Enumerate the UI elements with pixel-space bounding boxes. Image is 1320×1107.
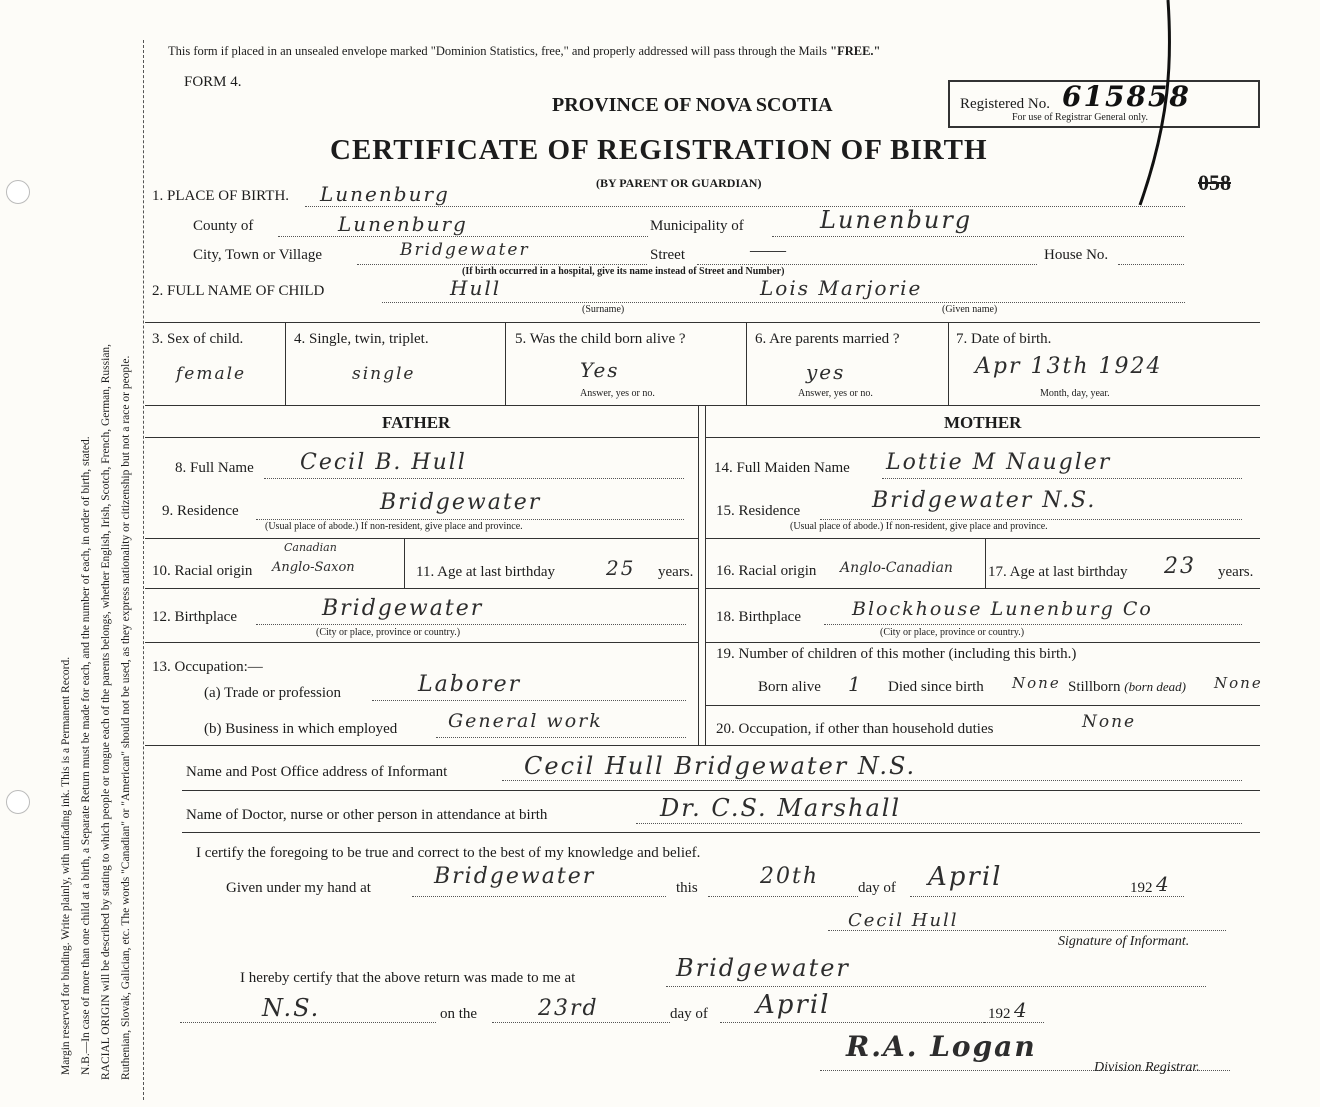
date-of-birth-value: Apr 13th 1924	[975, 354, 1163, 379]
parents-married-note: Answer, yes or no.	[798, 388, 873, 399]
registrar-year-suffix: 4	[1014, 998, 1029, 1022]
place-of-birth-value: Lunenburg	[320, 182, 450, 206]
registered-label: Registered No.	[960, 96, 1050, 112]
father-residence-value: Bridgewater	[380, 490, 542, 515]
house-number-line	[1118, 264, 1184, 265]
born-alive-count-label: Born alive	[758, 679, 821, 695]
mother-birthplace-value: Blockhouse Lunenburg Co	[852, 598, 1153, 620]
father-business-label: (b) Business in which employed	[204, 721, 398, 737]
child-given-name: Lois Marjorie	[760, 276, 923, 300]
father-heading: FATHER	[382, 413, 451, 432]
row-divider	[705, 705, 1260, 706]
row-divider	[145, 538, 698, 539]
mother-racial-origin-value: Anglo-Canadian	[840, 560, 953, 576]
father-birthplace-label: 12. Birthplace	[152, 609, 237, 625]
mother-birthplace-note: (City or place, province or country.)	[880, 627, 1025, 638]
hospital-note: (If birth occurred in a hospital, give its name instead of Street and Number)	[462, 266, 785, 277]
given-under-hand-label: Given under my hand at	[226, 880, 371, 896]
born-alive-note: Answer, yes or no.	[580, 388, 655, 399]
municipality-value: Lunenburg	[820, 206, 973, 234]
mother-birthplace-label: 18. Birthplace	[716, 609, 801, 625]
mother-age-label: 17. Age at last birthday	[988, 564, 1128, 580]
row-divider	[145, 322, 1260, 323]
parents-column-divider	[698, 405, 699, 745]
certify-year-prefix: 192	[1130, 880, 1153, 896]
father-birthplace-value: Bridgewater	[322, 596, 484, 621]
this-label: this	[676, 880, 698, 896]
informant-signature: Cecil Hull	[848, 910, 959, 931]
informant-line	[502, 780, 1242, 781]
place-of-birth-label: 1. PLACE OF BIRTH.	[152, 188, 290, 204]
father-birthplace-line	[256, 624, 686, 625]
column-divider	[985, 538, 986, 588]
county-value: Lunenburg	[338, 212, 468, 236]
registrar-note: For use of Registrar General only.	[1012, 112, 1148, 123]
certify-day-of-label: day of	[858, 880, 896, 896]
registrar-place-line-2	[180, 1022, 436, 1023]
punch-hole	[6, 180, 30, 204]
row-divider	[145, 745, 1260, 746]
registered-number: 615858	[1062, 80, 1191, 113]
died-since-birth-value: None	[1012, 674, 1061, 692]
father-birthplace-note: (City or place, province or country.)	[316, 627, 461, 638]
mother-occupation-label: 20. Occupation, if other than household duties	[716, 721, 994, 737]
mother-age-value: 23	[1164, 554, 1196, 579]
given-place-value: Bridgewater	[434, 864, 596, 889]
given-place-line	[412, 896, 666, 897]
father-racial-origin-label: 10. Racial origin	[152, 563, 253, 579]
father-trade-value: Laborer	[418, 672, 522, 697]
row-divider	[145, 642, 698, 643]
punch-hole	[6, 790, 30, 814]
given-name-note: (Given name)	[942, 304, 998, 315]
ink-pen-stroke	[1110, 0, 1180, 210]
street-line	[697, 264, 1037, 265]
mother-residence-label: 15. Residence	[716, 503, 801, 519]
page-subtitle: (BY PARENT OR GUARDIAN)	[596, 176, 762, 190]
registrar-place-line	[666, 986, 1206, 987]
margin-racial-origin-note-2: Ruthenian, Slovak, Galician, etc. The words "Canadian" or "American" should not be used, as they express nationality or citizenship but not a race or people.	[120, 355, 132, 1080]
mother-abode-note: (Usual place of abode.) If non-resident, give place and province.	[790, 521, 1048, 532]
died-since-birth-label: Died since birth	[888, 679, 984, 695]
certify-day-value: 20th	[760, 864, 820, 889]
certify-statement: I certify the foregoing to be true and correct to the best of my knowledge and belief.	[196, 845, 701, 861]
father-name-label: 8. Full Name	[175, 460, 254, 476]
column-divider	[746, 322, 747, 405]
binding-margin-line	[143, 40, 144, 1100]
row-divider	[705, 437, 1260, 438]
doctor-value: Dr. C.S. Marshall	[660, 794, 902, 822]
registrar-day-value: 23rd	[538, 996, 599, 1021]
father-racial-origin-value: Anglo-Saxon	[272, 560, 355, 575]
parents-column-divider	[705, 405, 706, 745]
registrar-on-label: on the	[440, 1006, 478, 1022]
certify-month-line	[910, 896, 1130, 897]
margin-racial-origin-note: RACIAL ORIGIN will be described by stating to which people or tongue each of the parents belongs, whether English, Irish, Scotch, French, German, Russian,	[100, 343, 112, 1080]
city-label: City, Town or Village	[193, 247, 323, 263]
county-label: County of	[193, 218, 254, 234]
father-business-value: General work	[448, 710, 603, 732]
registrar-signature-label: Division Registrar.	[1094, 1060, 1200, 1075]
parents-married-label: 6. Are parents married ?	[755, 331, 900, 347]
father-age-label: 11. Age at last birthday	[416, 564, 555, 580]
registrar-signature: R.A. Logan	[846, 1030, 1037, 1063]
house-number-label: House No.	[1044, 247, 1109, 263]
city-line	[357, 264, 647, 265]
row-divider	[705, 588, 1260, 589]
mother-name-line	[882, 478, 1242, 479]
born-alive-label: 5. Was the child born alive ?	[515, 331, 686, 347]
child-name-line	[382, 302, 1185, 303]
registrar-month-line	[720, 1022, 988, 1023]
father-occupation-label: 13. Occupation:—	[152, 659, 263, 675]
mother-residence-line	[820, 519, 1242, 520]
sex-label: 3. Sex of child.	[152, 331, 244, 347]
column-divider	[404, 538, 405, 588]
registrar-year-line	[984, 1022, 1044, 1023]
father-residence-label: 9. Residence	[162, 503, 239, 519]
sex-value: female	[176, 364, 247, 384]
registrar-day-line	[492, 1022, 670, 1023]
column-divider	[505, 322, 506, 405]
form-number: FORM 4.	[184, 74, 242, 90]
certify-month-value: April	[928, 862, 1003, 892]
surname-note: (Surname)	[582, 304, 625, 315]
registrar-place-value-2: N.S.	[262, 994, 321, 1022]
row-divider	[182, 832, 1260, 833]
row-divider	[145, 437, 698, 438]
mother-name-label: 14. Full Maiden Name	[714, 460, 850, 476]
doctor-line	[636, 823, 1242, 824]
father-age-unit: years.	[658, 564, 694, 580]
registrar-statement: I hereby certify that the above return was made to me at	[240, 970, 576, 986]
child-surname: Hull	[450, 276, 502, 300]
street-value: ——	[750, 240, 786, 260]
corner-number: 058	[1198, 170, 1231, 195]
father-racial-origin-annotation: Canadian	[284, 541, 337, 554]
postal-notice: This form if placed in an unsealed envelope marked "Dominion Statistics, free," and properly addressed will pass through the Mails "FREE."	[168, 44, 881, 58]
row-divider	[145, 588, 698, 589]
place-of-birth-line	[305, 206, 1185, 207]
doctor-label: Name of Doctor, nurse or other person in attendance at birth	[186, 807, 548, 823]
children-count-label: 19. Number of children of this mother (including this birth.)	[716, 646, 1077, 662]
birth-multiplicity-value: single	[352, 364, 416, 384]
date-of-birth-note: Month, day, year.	[1040, 388, 1110, 399]
mother-birthplace-line	[824, 624, 1242, 625]
margin-multiple-birth-note: N.B.—In case of more than one child at a birth, a Separate Return must be made for each, and the number of each, in order of birth, stated.	[80, 436, 92, 1075]
father-abode-note: (Usual place of abode.) If non-resident, give place and province.	[265, 521, 523, 532]
born-alive-value: Yes	[580, 358, 620, 382]
stillborn-label: Stillborn (born dead)	[1068, 679, 1187, 695]
parents-married-value: yes	[806, 360, 846, 384]
certify-day-line	[708, 896, 858, 897]
father-residence-line	[256, 519, 684, 520]
child-name-label: 2. FULL NAME OF CHILD	[152, 283, 325, 299]
registrar-year-prefix: 192	[988, 1006, 1011, 1022]
mother-name-value: Lottie M Naugler	[886, 450, 1112, 475]
registrar-place-value: Bridgewater	[676, 954, 850, 982]
mother-age-unit: years.	[1218, 564, 1254, 580]
page-title: CERTIFICATE OF REGISTRATION OF BIRTH	[330, 134, 988, 166]
father-age-value: 25	[606, 556, 636, 580]
province-heading: PROVINCE OF NOVA SCOTIA	[552, 94, 833, 116]
municipality-label: Municipality of	[650, 218, 744, 234]
date-of-birth-label: 7. Date of birth.	[956, 331, 1052, 347]
row-divider	[705, 642, 1260, 643]
mother-occupation-value: None	[1082, 712, 1137, 732]
city-value: Bridgewater	[400, 240, 530, 260]
father-name-value: Cecil B. Hull	[300, 450, 467, 475]
father-business-line	[436, 737, 686, 738]
registration-box	[948, 80, 1260, 128]
born-alive-count-value: 1	[848, 672, 863, 696]
informant-signature-line	[828, 930, 1226, 931]
mother-residence-value: Bridgewater N.S.	[872, 488, 1097, 513]
informant-signature-label: Signature of Informant.	[1058, 934, 1190, 949]
mother-racial-origin-label: 16. Racial origin	[716, 563, 817, 579]
county-line	[278, 236, 648, 237]
street-label: Street	[650, 247, 685, 263]
row-divider	[705, 538, 1260, 539]
certify-year-suffix: 4	[1156, 872, 1171, 896]
mother-heading: MOTHER	[944, 413, 1022, 432]
margin-binding-note: Margin reserved for binding. Write plainly, with unfading ink. This is a Permanent Record.	[60, 656, 72, 1075]
father-name-line	[264, 478, 684, 479]
registrar-day-of-label: day of	[670, 1006, 708, 1022]
father-trade-line	[372, 700, 686, 701]
column-divider	[285, 322, 286, 405]
stillborn-value: None	[1214, 674, 1263, 692]
row-divider	[145, 405, 1260, 406]
certify-year-line	[1126, 896, 1184, 897]
municipality-line	[772, 236, 1184, 237]
column-divider	[948, 322, 949, 405]
father-trade-label: (a) Trade or profession	[204, 685, 342, 701]
birth-multiplicity-label: 4. Single, twin, triplet.	[294, 331, 429, 347]
row-divider	[182, 790, 1260, 791]
informant-value: Cecil Hull Bridgewater N.S.	[524, 752, 917, 780]
informant-label: Name and Post Office address of Informant	[186, 764, 448, 780]
registrar-month-value: April	[756, 990, 831, 1020]
